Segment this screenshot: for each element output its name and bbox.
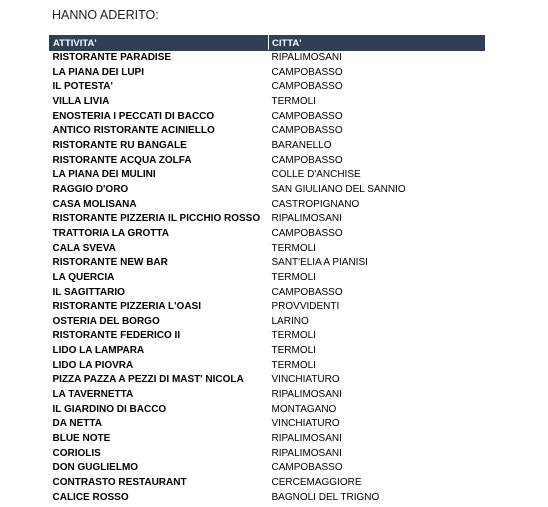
activity-cell: LA PIANA DEI MULINI [52,169,156,181]
table-row [50,476,485,491]
activity-cell: CORIOLIS [52,447,101,459]
activity-cell: PIZZA PAZZA A PEZZI DI MAST' NICOLA [52,374,244,386]
activity-cell: ANTICO RISTORANTE ACINIELLO [52,125,215,137]
activity-cell: RISTORANTE ACQUA ZOLFA [52,154,192,166]
table-row [50,373,485,388]
table-row [50,432,485,447]
city-cell: TERMOLI [271,345,316,357]
city-cell: CERCEMAGGIORE [271,477,362,489]
activity-cell: IL SAGITTARIO [52,286,125,298]
table-row [50,110,485,125]
activity-cell: CONTRASTO RESTAURANT [52,477,187,489]
column-header-activity: ATTIVITA' [50,36,269,51]
city-cell: CAMPOBASSO [271,227,343,239]
city-cell: MONTAGANO [271,403,337,415]
city-cell: LARINO [271,315,309,327]
activity-cell: LA QUERCIA [52,271,115,283]
activity-cell: RISTORANTE PIZZERIA L'OASI [52,301,201,313]
table-row [50,300,485,315]
city-cell: SAN GIULIANO DEL SANNIO [271,183,406,195]
city-cell: COLLE D'ANCHISE [271,169,361,181]
city-cell: PROVVIDENTI [271,301,340,313]
table-row [50,491,485,506]
activity-cell: IL POTESTA' [52,81,113,93]
activity-cell: LIDO LA LAMPARA [52,345,145,357]
activity-cell: LIDO LA PIOVRA [52,359,134,371]
city-cell: BAGNOLI DEL TRIGNO [271,491,380,503]
activity-cell: BLUE NOTE [52,433,111,445]
city-cell: TERMOLI [271,271,316,283]
table-row [50,66,485,81]
activity-cell: RISTORANTE FEDERICO II [52,330,181,342]
table-header-row [50,36,485,51]
city-cell: TERMOLI [271,242,316,254]
activity-cell: RISTORANTE NEW BAR [52,257,168,269]
table-row [50,95,485,110]
city-cell: TERMOLI [271,95,316,107]
activity-cell: RISTORANTE RU BANGALE [52,139,187,151]
table-row [50,403,485,418]
activity-cell: CALA SVEVA [52,242,116,254]
city-cell: CAMPOBASSO [271,110,343,122]
activity-cell: CALICE ROSSO [52,491,129,503]
activity-cell: RISTORANTE PIZZERIA IL PICCHIO ROSSO [52,213,261,225]
table-row [50,271,485,286]
city-cell: RIPALIMOSANI [271,433,342,445]
table-row [50,227,485,242]
table-row [50,168,485,183]
table-row [50,183,485,198]
city-cell: CAMPOBASSO [271,66,343,78]
city-cell: CAMPOBASSO [271,286,343,298]
table-row [50,388,485,403]
table-row [50,80,485,95]
city-cell: TERMOLI [271,330,316,342]
city-cell: CAMPOBASSO [271,154,343,166]
city-cell: CAMPOBASSO [271,125,343,137]
activity-cell: LA TAVERNETTA [52,389,134,401]
activity-cell: RISTORANTE PARADISE [52,52,172,63]
column-header-city: CITTA' [269,36,485,51]
activity-cell: TRATTORIA LA GROTTA [52,227,169,239]
city-cell: TERMOLI [271,359,316,371]
table-row [50,51,485,66]
table-row [50,154,485,169]
table-row [50,212,485,227]
table-row [50,359,485,374]
page-heading: HANNO ADERITO: [52,8,159,22]
table-row [50,286,485,301]
activity-cell: VILLA LIVIA [52,95,110,107]
activity-cell: IL GIARDINO DI BACCO [52,403,167,415]
table-row [50,447,485,462]
activity-cell: ENOSTERIA I PECCATI DI BACCO [52,110,215,122]
table-row [50,315,485,330]
city-cell: BARANELLO [271,139,332,151]
city-cell: CAMPOBASSO [271,462,343,474]
table-row [50,124,485,139]
activity-cell: LA PIANA DEI LUPI [52,66,144,78]
city-cell: SANT'ELIA A PIANISI [271,257,368,269]
activity-cell: CASA MOLISANA [52,198,137,210]
table-row [50,461,485,476]
table-row [50,417,485,432]
city-cell: CAMPOBASSO [271,81,343,93]
city-cell: RIPALIMOSANI [271,52,342,63]
table-row [50,198,485,213]
members-table [49,35,485,505]
activity-cell: DA NETTA [52,418,102,430]
activity-cell: RAGGIO D'ORO [52,183,129,195]
table-row [50,139,485,154]
table-row [50,256,485,271]
table-row [50,344,485,359]
activity-cell: OSTERIA DEL BORGO [52,315,160,327]
city-cell: RIPALIMOSANI [271,389,342,401]
activity-cell: DON GUGLIELMO [52,462,139,474]
city-cell: RIPALIMOSANI [271,447,342,459]
city-cell: VINCHIATURO [271,374,340,386]
table-row [50,242,485,257]
city-cell: RIPALIMOSANI [271,213,342,225]
city-cell: VINCHIATURO [271,418,340,430]
table-body [50,51,485,506]
table-row [50,329,485,344]
city-cell: CASTROPIGNANO [271,198,360,210]
